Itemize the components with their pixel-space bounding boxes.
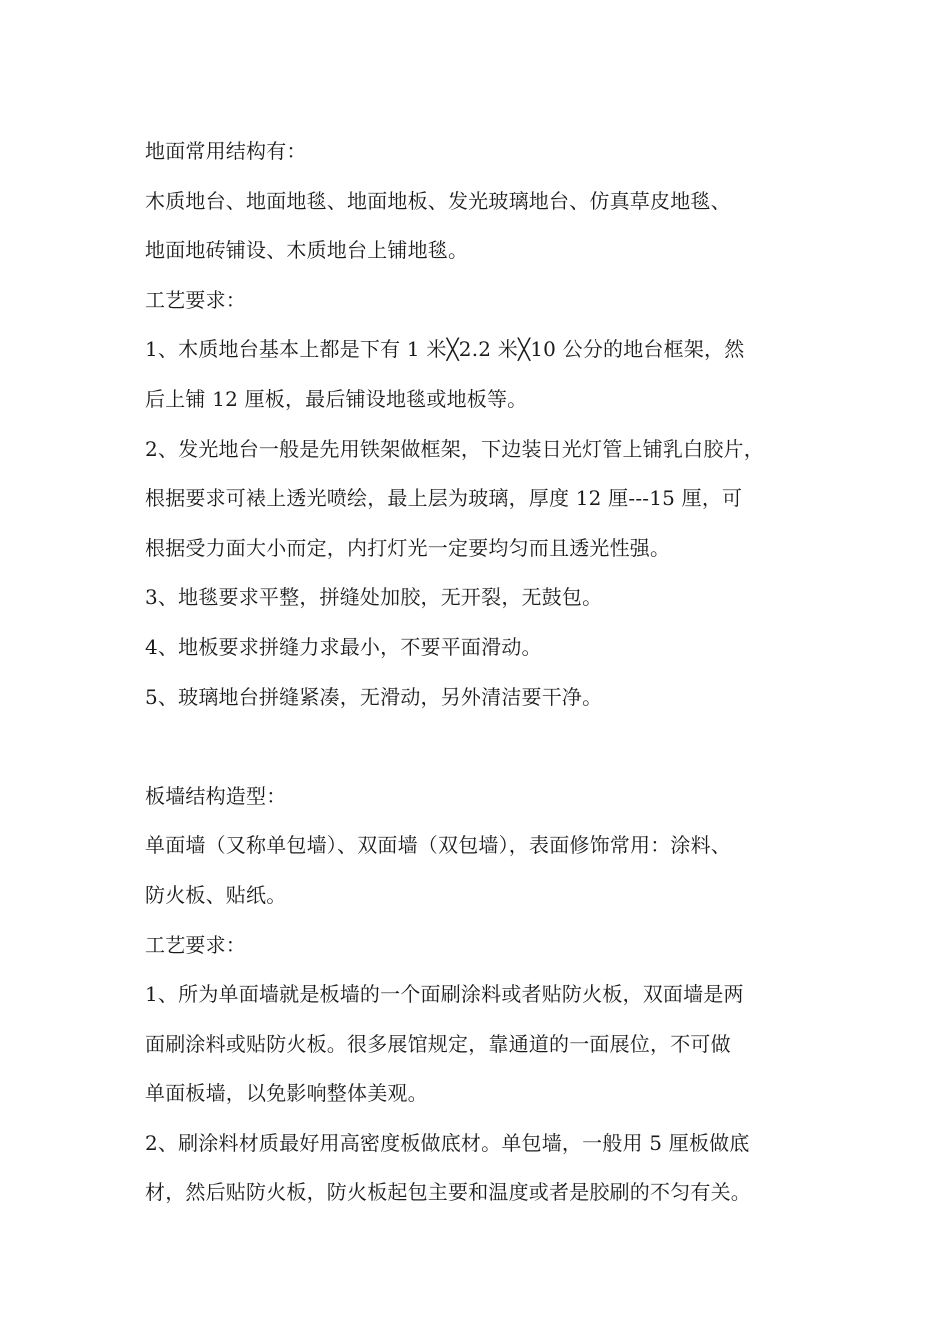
paragraph-line: 1、木质地台基本上都是下有 1 米╳2.2 米╳10 公分的地台框架，然	[145, 337, 745, 362]
paragraph-line: 后上铺 12 厘板，最后铺设地毯或地板等。	[145, 386, 528, 411]
subheading-requirements: 工艺要求：	[145, 932, 246, 957]
section-heading-floor: 地面常用结构有：	[145, 139, 307, 163]
paragraph-line: 根据要求可裱上透光喷绘，最上层为玻璃，厚度 12 厘---15 厘，可	[145, 486, 743, 511]
paragraph-line: 材，然后贴防火板，防火板起包主要和温度或者是胶刷的不匀有关。	[145, 1180, 751, 1205]
paragraph-line: 地面地砖铺设、木质地台上铺地毯。	[145, 238, 469, 263]
paragraph-line: 3、地毯要求平整，拼缝处加胶，无开裂，无鼓包。	[145, 585, 603, 610]
paragraph-line: 面刷涂料或贴防火板。很多展馆规定，靠通道的一面展位，不可做	[145, 1031, 731, 1056]
subheading-requirements: 工艺要求：	[145, 287, 246, 312]
section-heading-wall: 板墙结构造型：	[145, 783, 287, 808]
paragraph-line: 根据受力面大小而定，内打灯光一定要均匀而且透光性强。	[145, 535, 671, 560]
blank-line	[145, 722, 825, 772]
paragraph-line: 1、所为单面墙就是板墙的一个面刷涂料或者贴防火板，双面墙是两	[145, 982, 744, 1007]
paragraph-line: 单面墙（又称单包墙）、双面墙（双包墙），表面修饰常用：涂料、	[145, 833, 731, 858]
paragraph-line: 木质地台、地面地毯、地面地板、发光玻璃地台、仿真草皮地毯、	[145, 188, 731, 213]
document-body	[145, 127, 825, 1218]
paragraph-line: 防火板、贴纸。	[145, 882, 287, 907]
paragraph-line: 2、发光地台一般是先用铁架做框架，下边装日光灯管上铺乳白胶片，	[145, 436, 764, 461]
paragraph-line: 5、玻璃地台拼缝紧凑，无滑动，另外清洁要干净。	[145, 684, 603, 709]
paragraph-line: 2、刷涂料材质最好用高密度板做底材。单包墙，一般用 5 厘板做底	[145, 1130, 750, 1155]
paragraph-line: 4、地板要求拼缝力求最小，不要平面滑动。	[145, 634, 542, 659]
paragraph-line: 单面板墙，以免影响整体美观。	[145, 1081, 428, 1106]
